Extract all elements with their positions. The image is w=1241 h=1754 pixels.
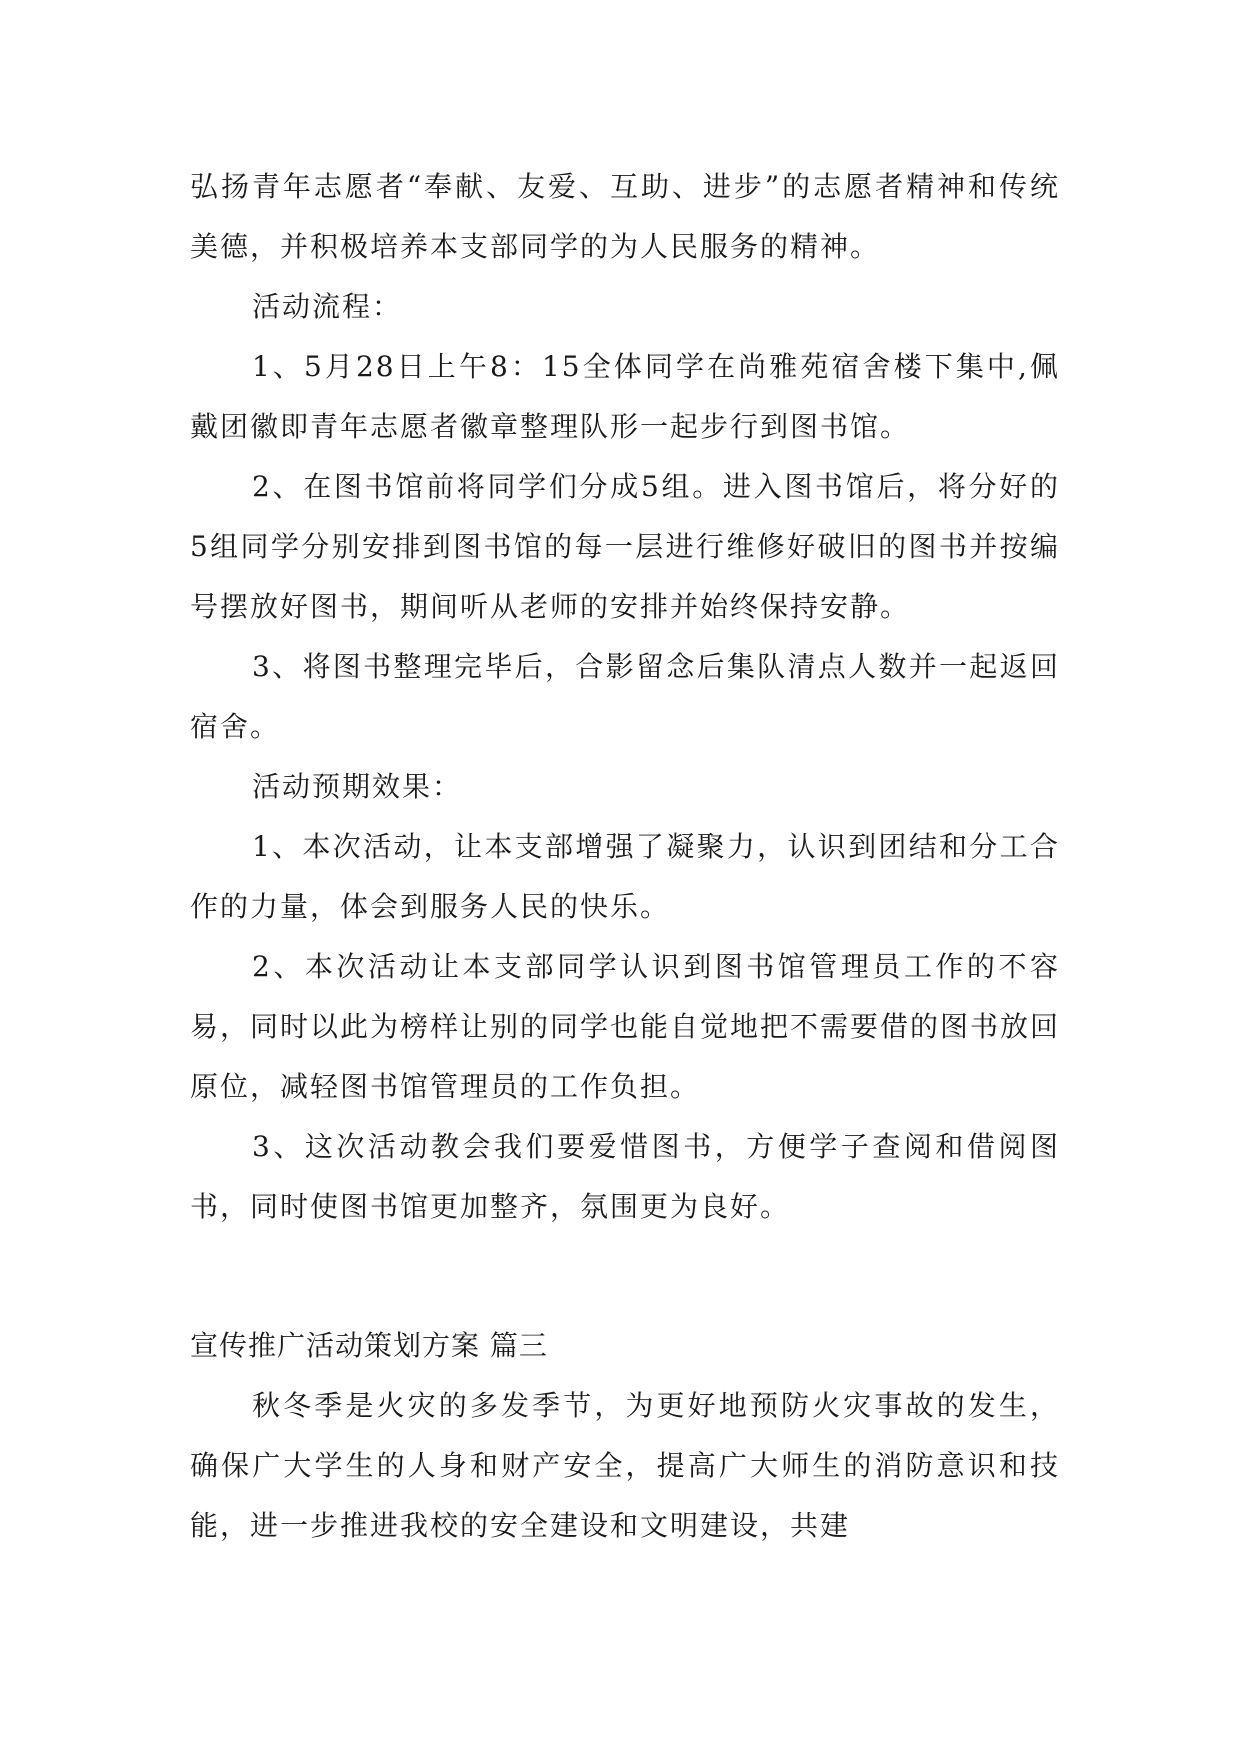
paragraph-process-step-2: 2、在图书馆前将同学们分成5组。进入图书馆后，将分好的5组同学分别安排到图书馆的每一层进行维修好破旧的图书并按编号摆放好图书，期间听从老师的安排并始终保持安静。 <box>190 470 1060 623</box>
section-heading: 宣传推广活动策划方案 篇三 <box>190 1329 548 1362</box>
paragraph-process-step-1: 1、5月28日上午8：15全体同学在尚雅苑宿舍楼下集中,佩戴团徽即青年志愿者徽章整理队形一起步行到图书馆。 <box>190 350 1060 443</box>
document-body-bottom <box>190 1376 1060 1556</box>
paragraph-process-step-3: 3、将图书整理完毕后，合影留念后集队清点人数并一起返回宿舍。 <box>190 650 1060 743</box>
paragraph-intro-continuation: 弘扬青年志愿者“奉献、友爱、互助、进步”的志愿者精神和传统美德，并积极培养本支部同学的为人民服务的精神。 <box>190 170 1060 263</box>
paragraph-effect-1: 1、本次活动，让本支部增强了凝聚力，认识到团结和分工合作的力量，体会到服务人民的快乐。 <box>190 830 1060 923</box>
paragraph-effect-3: 3、这次活动教会我们要爱惜图书，方便学子查阅和借阅图书，同时使图书馆更加整齐，氛围更为良好。 <box>190 1130 1060 1223</box>
document-body-top <box>190 157 1060 1237</box>
paragraph-effect-2: 2、本次活动让本支部同学认识到图书馆管理员工作的不容易，同时以此为榜样让别的同学也能自觉地把不需要借的图书放回原位，减轻图书馆管理员的工作负担。 <box>190 950 1061 1103</box>
paragraph-effects-heading: 活动预期效果： <box>252 770 463 803</box>
paragraph-section-three-intro: 秋冬季是火灾的多发季节，为更好地预防火灾事故的发生，确保广大学生的人身和财产安全，提高广大师生的消防意识和技能，进一步推进我校的安全建设和文明建设，共建 <box>190 1389 1060 1542</box>
paragraph-process-heading: 活动流程： <box>252 290 403 323</box>
